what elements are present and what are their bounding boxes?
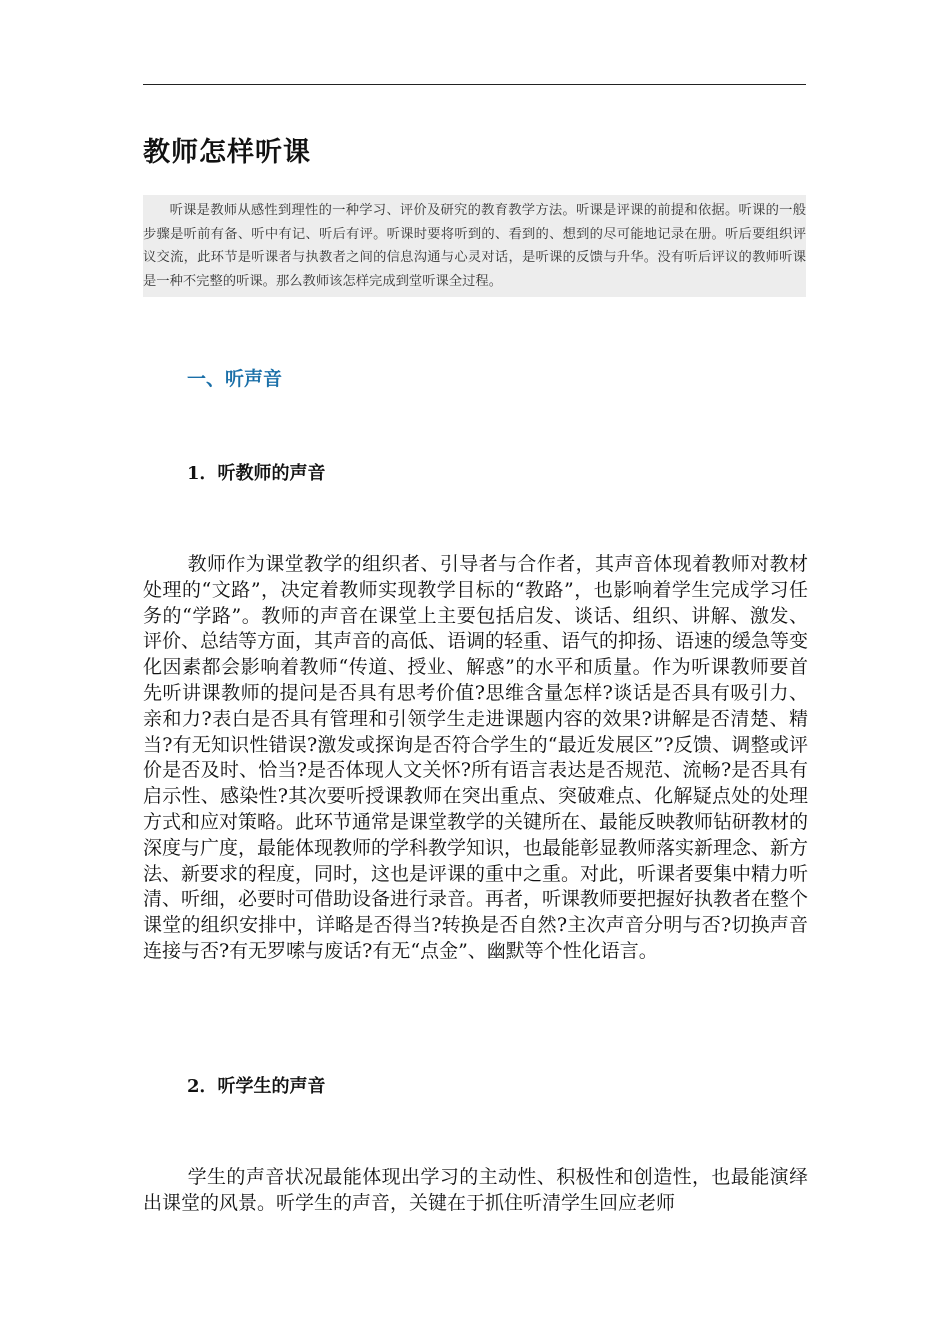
subheading-student-voice: 2．听学生的声音 — [187, 1076, 326, 1097]
intro-summary: 听课是教师从感性到理性的一种学习、评价及研究的教育教学方法。听课是评课的前提和依据。听课的一般步骤是听前有备、听中有记、听后有评。听课时要将听到的、看到的、想到的尽可能地记录在册。听后要组织评议交流，此环节是听课者与执教者之间的信息沟通与心灵对话，是听课的反馈与升华。没有听后评议的教师听课是一种不完整的听课。那么教师该怎样完成到堂听课全过程。 — [143, 195, 806, 297]
paragraph-student-voice: 学生的声音状况最能体现出学习的主动性、积极性和创造性，也最能演绎出课堂的风景。听学生的声音，关键在于抓住听清学生回应老师 — [143, 1166, 808, 1214]
header-divider — [143, 84, 806, 85]
section-heading-listen-sound: 一、听声音 — [187, 368, 283, 390]
subheading-teacher-voice: 1．听教师的声音 — [187, 463, 326, 484]
paragraph-teacher-voice: 教师作为课堂教学的组织者、引导者与合作者，其声音体现着教师对教材处理的“文路”，决定着教师实现教学目标的“教路”，也影响着学生完成学习任务的“学路”。教师的声音在课堂上主要包括启发、谈话、组织、讲解、激发、评价、总结等方面，其声音的高低、语调的轻重、语气的抑扬、语速的缓急等变化因素都会影响着教师“传道、授业、解惑”的水平和质量。作为听课教师要首先听讲课教师的提问是否具有思考价值?思维含量怎样?谈话是否具有吸引力、亲和力?表白是否具有管理和引领学生走进课题内容的效果?讲解是否清楚、精当?有无知识性错误?激发或探询是否符合学生的“最近发展区”?反馈、调整或评价是否及时、恰当?是否体现人文关怀?所有语言表达是否规范、流畅?是否具有启示性、感染性?其次要听授课教师在突出重点、突破难点、化解疑点处的处理方式和应对策略。此环节通常是课堂教学的关键所在、最能反映教师钻研教材的深度与广度，最能体现教师的学科教学知识，也最能彰显教师落实新理念、新方法、新要求的程度，同时，这也是评课的重中之重。对此，听课者要集中精力听清、听细，必要时可借助设备进行录音。再者，听课教师要把握好执教者在整个课堂的组织安排中，详略是否得当?转换是否自然?主次声音分明与否?切换声音连接与否?有无罗嗦与废话?有无“点金”、幽默等个性化语言。 — [143, 553, 809, 962]
document-title: 教师怎样听课 — [143, 137, 311, 168]
